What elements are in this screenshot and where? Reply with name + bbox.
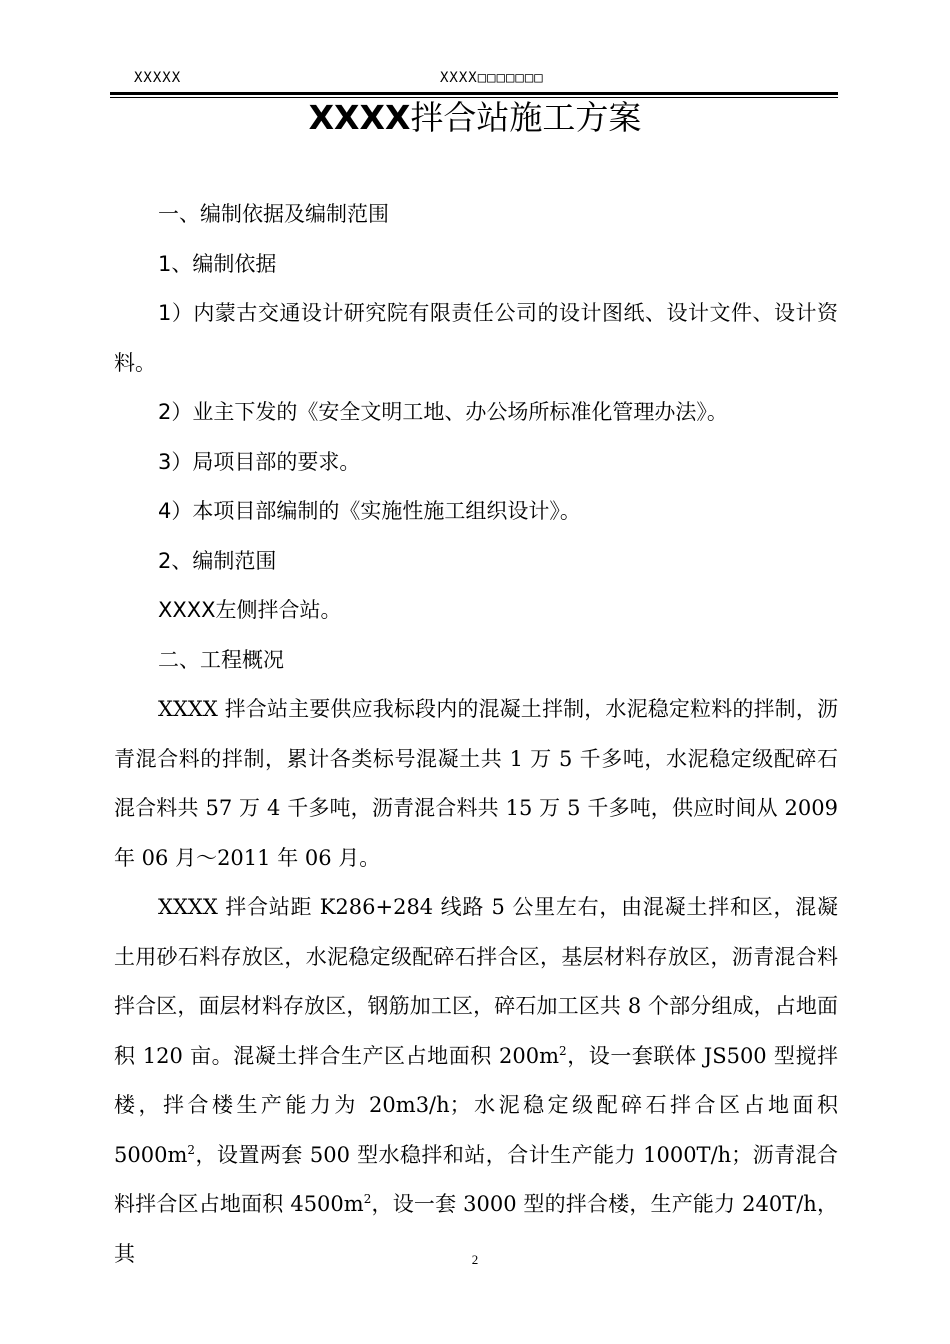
basis-item-2-text: ）业主下发的《安全文明工地、办公场所标准化管理办法》。: [171, 400, 728, 424]
overview-2-part-c: ，设置两套 500 型水稳拌和站，合计生产能力 1000T/h；沥青混合料拌合区占地面积 4500m: [114, 1142, 838, 1216]
basis-item-3-text: ）局项目部的要求。: [171, 449, 361, 474]
subheading-basis-text: 、编制依据: [171, 251, 277, 276]
superscript-2-a: 2: [559, 1043, 567, 1058]
basis-item-1-text: ）内蒙古交通设计研究院有限责任公司的设计图纸、设计文件、设计资料。: [114, 301, 838, 375]
basis-item-4-text: ）本项目部编制的《实施性施工组织设计》。: [171, 499, 581, 523]
basis-item-4: [114, 487, 838, 537]
document-body: [114, 190, 838, 1279]
subheading-scope-num: 2: [158, 548, 172, 573]
title-han: 拌合站施工方案: [410, 98, 642, 137]
page-number: 2: [471, 1252, 479, 1267]
header-left-text: XXXXX: [134, 70, 182, 86]
title-latin: XXXX: [308, 98, 411, 137]
overview-2-part-b: ，设一套联体 JS500 型搅拌楼，拌合楼生产能力为 20m3/h；水泥稳定级配碎石拌合区占地面积 5000m: [114, 1043, 838, 1167]
superscript-2-b: 2: [187, 1142, 195, 1157]
scope-paragraph: [114, 586, 838, 636]
basis-item-4-num: 4: [158, 499, 172, 523]
overview-paragraph-2: [114, 883, 838, 1279]
subheading-scope: [114, 537, 838, 587]
subheading-basis-num: 1: [158, 251, 172, 276]
scope-text: 左侧拌合站。: [215, 598, 342, 622]
subheading-basis: [114, 240, 838, 290]
basis-item-3-num: 3: [158, 449, 172, 474]
basis-item-3: [114, 438, 838, 488]
subheading-scope-text: 、编制范围: [171, 548, 277, 573]
scope-latin: XXXX: [158, 598, 216, 622]
header-center-text: XXXX□□□□□□□: [440, 70, 544, 86]
section-heading-2: 二、工程概况: [158, 647, 284, 672]
document-title: [0, 96, 950, 140]
basis-item-2-num: 2: [158, 400, 172, 424]
basis-item-2: [114, 388, 838, 438]
basis-item-1: [114, 289, 838, 388]
section-heading-1: 一、编制依据及编制范围: [158, 202, 389, 226]
basis-item-1-num: 1: [158, 301, 172, 325]
header-rule-thick: [110, 92, 838, 95]
overview-paragraph-1: XXXX 拌合站主要供应我标段内的混凝土拌制，水泥稳定粒料的拌制，沥青混合料的拌制，累计各类标号混凝土共 1 万 5 千多吨，水泥稳定级配碎石混合料共 57 万 4 千多吨，沥青混合料共 15 万 5 千多吨，供应时间从 2009 年 06 月～2011 年 06 月。: [114, 697, 838, 870]
superscript-2-c: 2: [363, 1192, 372, 1206]
overview-2-part-d: ，设一套 3000 型的拌合楼，生产能力 240T/h，其: [114, 1192, 839, 1266]
overview-2-part-a: XXXX 拌合站距 K286+284 线路 5 公里左右，由混凝土拌和区，混凝土用砂石料存放区，水泥稳定级配碎石拌合区，基层材料存放区，沥青混合料拌合区，面层材料存放区，钢筋加工区，碎石加工区共 8 个部分组成，占地面积 120 亩。混凝土拌合生产区占地面积 200m: [114, 895, 838, 1068]
